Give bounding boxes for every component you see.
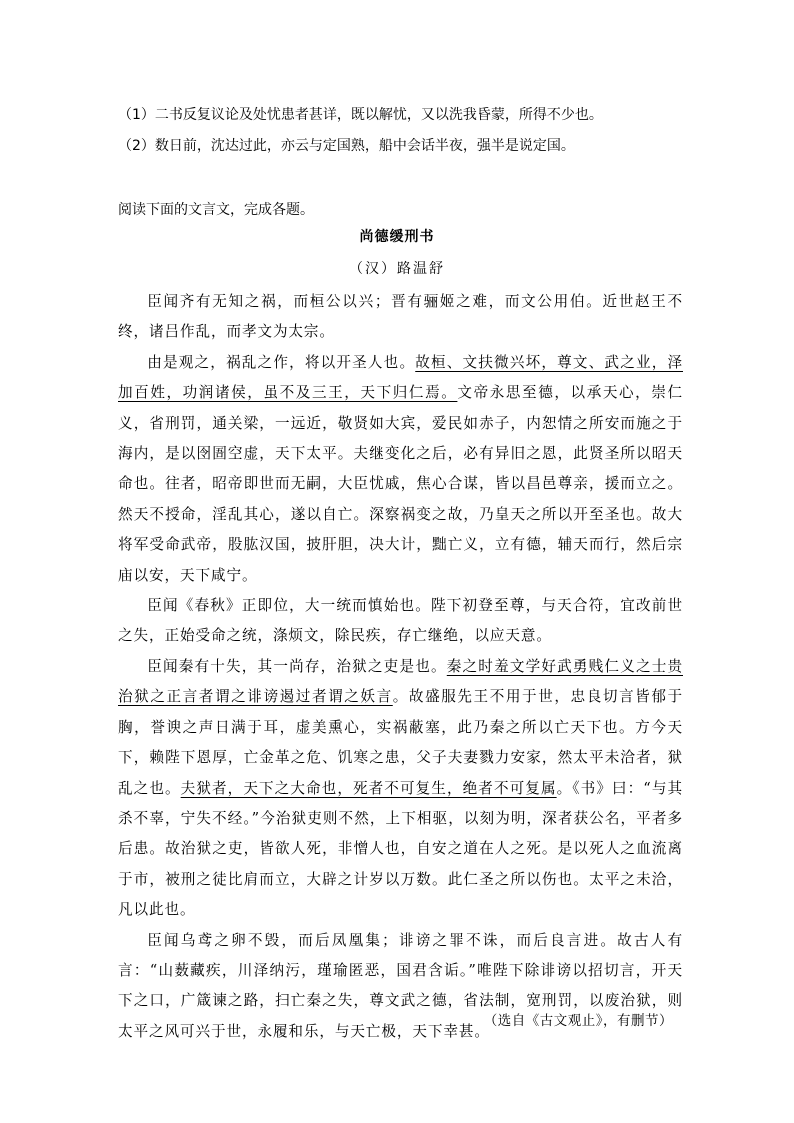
paragraph-text: 臣闻秦有十失，其一尚存，治狱之吏是也。 xyxy=(147,657,447,675)
article-paragraph xyxy=(118,652,683,926)
paragraph-text: 。《书》曰：“与其杀不辜，宁失不经。”今治狱吏则不然，上下相驱，以刻为明，深者获公名，平者多后患。故治狱之吏，皆欲人死，非憎人也，自安之道在人之死。是以死人之血流离于市，被刑之徒比肩而立，大辟之计岁以万数。此仁圣之所以伤也。太平之未洽，凡以此也。 xyxy=(118,779,684,919)
article-title: 尚德缓刑书 xyxy=(359,229,435,245)
translation-item-1: （1）二书反复议论及处忧患者甚详，既以解忧，又以洗我昏蒙，所得不少也。 xyxy=(118,107,603,123)
article-body xyxy=(118,287,683,1047)
article-source: （选自《古文观止》，有删节） xyxy=(483,1013,673,1029)
reading-instruction: 阅读下面的文言文，完成各题。 xyxy=(118,202,314,218)
translation-item-2: （2）数日前，沈达过此，亦云与定国熟，船中会话半夜，强半是说定国。 xyxy=(118,138,575,154)
paragraph-text: 臣闻齐有无知之祸，而桓公以兴；晋有骊姬之难，而文公用伯。近世赵王不终，诸吕作乱，而孝文为太宗。 xyxy=(118,293,683,341)
article-author: （汉）路温舒 xyxy=(349,261,445,277)
underlined-sentence: 秦之时羞文学好武勇贱仁义之士贵治狱之正言者谓之诽谤遏过者谓之妖言 xyxy=(118,657,683,706)
underlined-sentence: 故桓、文扶微兴坏，尊文、武之业，泽加百姓，功润诸侯，虽不及三王，天下归仁焉。 xyxy=(118,353,683,402)
underlined-sentence: 夫狱者，天下之大命也，死者不可复生，绝者不可复属 xyxy=(180,779,557,797)
paragraph-text: 臣闻《春秋》正即位，大一统而慎始也。陛下初登至尊，与天合符，宜改前世之失，正始受命之统，涤烦文，除民疾，存亡继绝，以应天意。 xyxy=(118,597,683,645)
paragraph-text: 由是观之，祸乱之作，将以开圣人也。 xyxy=(147,353,416,371)
article-paragraph xyxy=(118,287,683,348)
paragraph-text: 臣闻乌鸢之卵不毁，而后凤凰集；诽谤之罪不诛，而后良言进。故古人有言：“山薮藏疾，川泽纳污，瑾瑜匿恶，国君含诟。”唯陛下除诽谤以招切言，开天下之口，广箴谏之路，扫亡秦之失，尊文武之德，省法制，宽刑罚，以废治狱，则太平之风可兴于世，永履和乐，与天亡极，天下幸甚。 xyxy=(118,931,683,1040)
article-paragraph xyxy=(118,591,683,652)
paragraph-text: 文帝永思至德，以承天心，崇仁义，省刑罚，通关梁，一远近，敬贤如大宾，爱民如赤子，内恕情之所安而施之于海内，是以囹圄空虚，天下太平。夫继变化之后，必有异旧之恩，此贤圣所以昭天命也。往者，昭帝即世而无嗣，大臣忧戚，焦心合谋，皆以昌邑尊亲，援而立之。然天不授命，淫乱其心，遂以自亡。深察祸变之故，乃皇天之所以开至圣也。故大将军受命武帝，股肱汉国，披肝胆，决大计，黜亡义，立有德，辅天而行，然后宗庙以安，天下咸宁。 xyxy=(118,384,684,584)
article-paragraph xyxy=(118,348,683,591)
paragraph-text: 。故盛服先王不用于世，忠良切言皆郁于胸，誉谀之声日满于耳，虚美熏心，实祸蔽塞，此乃秦之所以亡天下也。方今天下，赖陛下恩厚，亡金革之危、饥寒之患，父子夫妻戮力安家，然太平未洽者，狱乱之也。 xyxy=(118,688,683,797)
